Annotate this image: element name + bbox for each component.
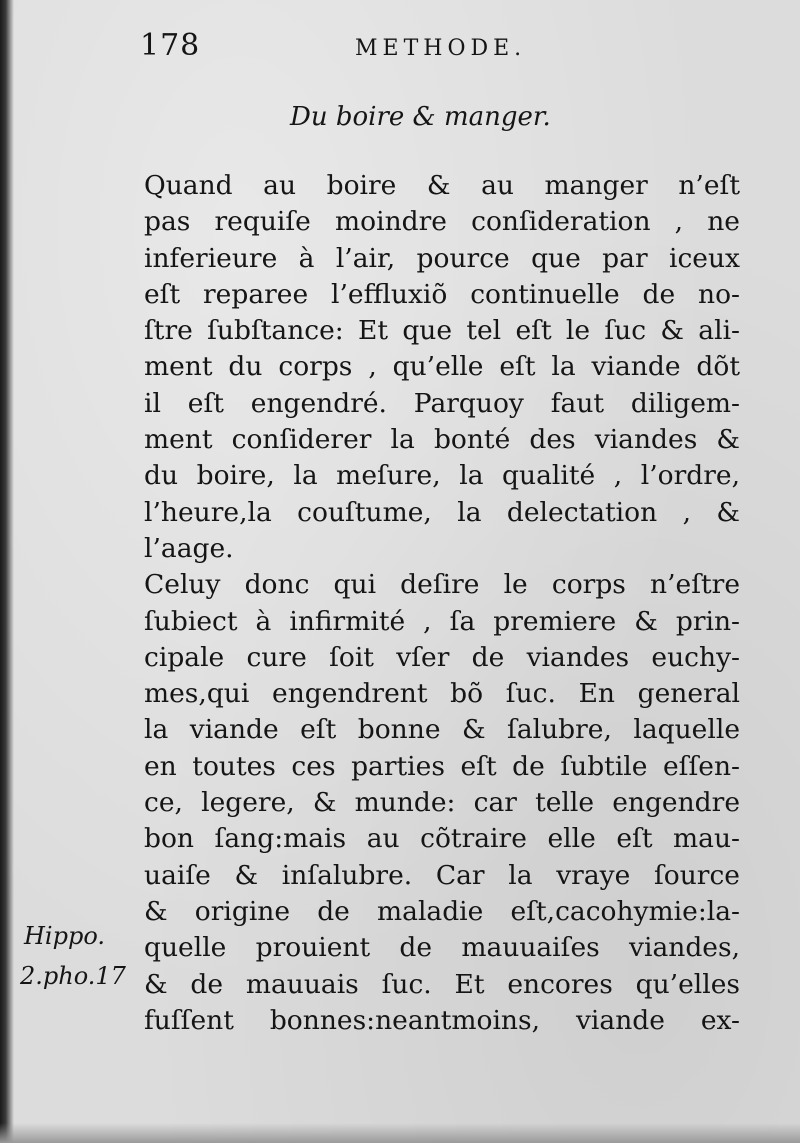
text-line: bon ſang:mais au cõtraire elle eſt mau- [144, 823, 740, 855]
page-number: 178 [140, 28, 201, 63]
body-text [144, 168, 740, 1039]
text-line: mes,qui engendrent bõ ſuc. En general [144, 678, 740, 710]
text-line: eſt reparee l’effluxiõ continuelle de no- [144, 278, 740, 310]
text-line: Quand au boire & au manger n’eſt [144, 170, 740, 201]
text-line: fuſſent bonnes:neantmoins, viande ex- [144, 1004, 740, 1036]
section-title: Du boire & manger. [290, 102, 551, 132]
margin-note-citation: 2.pho.17 [20, 962, 126, 990]
text-line: en toutes ces parties eſt de ſubtile eſſen- [144, 750, 740, 782]
running-head: METHODE. [355, 36, 527, 61]
text-line: & de mauuais ſuc. Et encores qu’elles [144, 968, 740, 1000]
text-line: l’heure,la couſtume, la delectation , & [144, 496, 740, 528]
text-line: la viande eſt bonne & ſalubre, laquelle [144, 714, 740, 746]
text-line: uaiſe & inſalubre. Car la vraye ſource [144, 859, 740, 891]
text-line: cipale cure ſoit vſer de viandes euchy- [144, 641, 740, 673]
text-line: ment conſiderer la bonté des viandes & [144, 424, 740, 456]
page-bottom-shadow [0, 1123, 800, 1143]
text-line: ſtre ſubſtance: Et que tel eſt le ſuc & ali- [144, 315, 740, 347]
text-line: il eſt engendré. Parquoy faut diligem- [144, 387, 740, 419]
text-line: du boire, la meſure, la qualité , l’ordre, [144, 460, 740, 492]
margin-note-reference: Hippo. [24, 922, 105, 950]
text-line: quelle prouient de mauuaiſes viandes, [144, 932, 740, 964]
page-header [140, 28, 580, 68]
page-binding-shadow [0, 0, 14, 1143]
text-line: Celuy donc qui deſire le corps n’eſtre [144, 569, 740, 601]
text-line: ment du corps , qu’elle eſt la viande dõt [144, 351, 740, 383]
text-line: & origine de maladie eſt,cacohymie:la- [144, 895, 740, 927]
text-line: ſubiect à infirmité , ſa premiere & prin- [144, 605, 740, 637]
text-line: inferieure à l’air, pource que par iceux [144, 242, 740, 274]
text-line: ce, legere, & munde: car telle engendre [144, 787, 740, 819]
text-line: l’aage. [144, 532, 234, 564]
text-line: pas requiſe moindre conſideration , ne [144, 206, 740, 238]
